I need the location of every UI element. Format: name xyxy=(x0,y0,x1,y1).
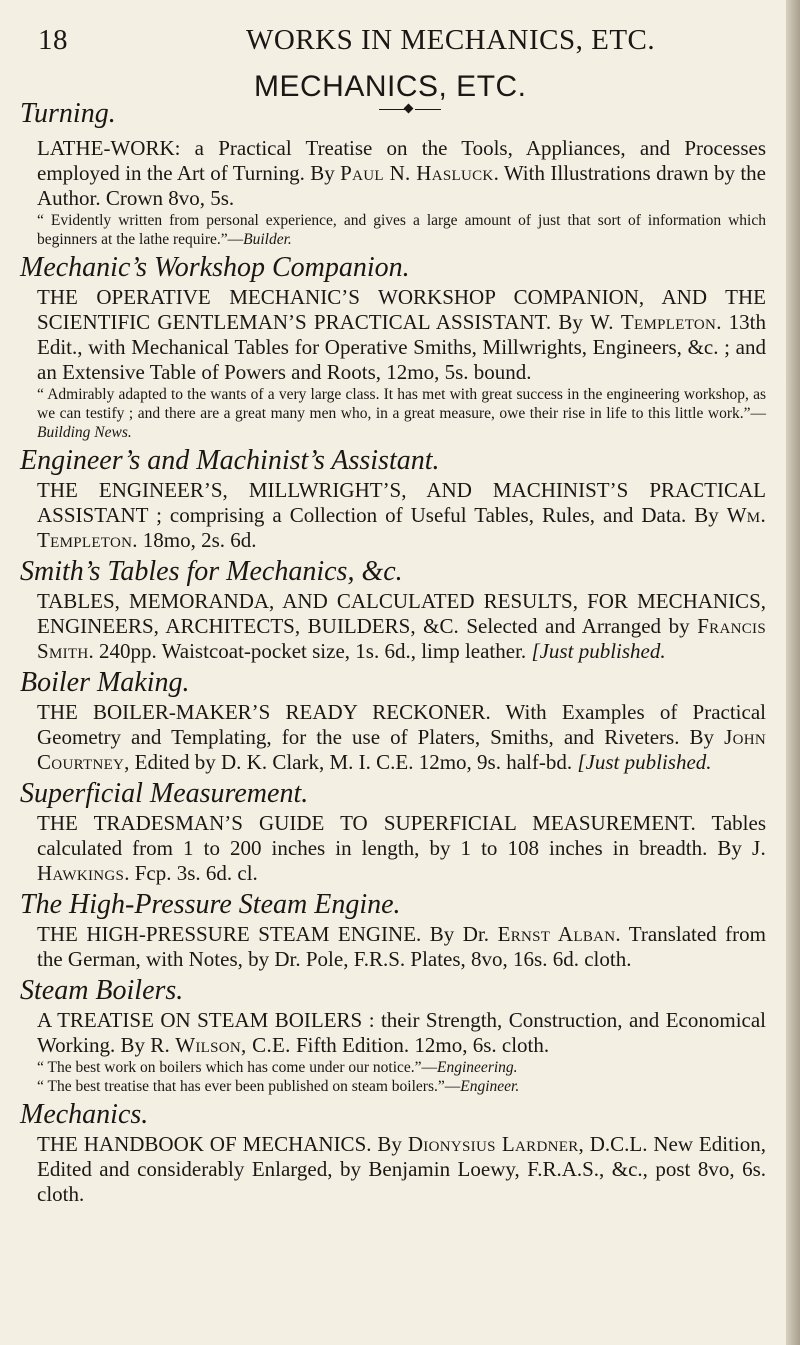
entry-title: A TREATISE ON STEAM BOILERS xyxy=(37,1008,363,1032)
entry-title: THE ENGINEER’S, MILLWRIGHT’S, AND MACHINIST’S PRACTICAL ASSISTANT xyxy=(37,478,766,527)
entry-topic: Mechanics. xyxy=(20,1099,149,1130)
entry-quote xyxy=(37,1077,766,1096)
quote-source: Engineering. xyxy=(437,1059,518,1076)
catalogue-entry-steam-boilers xyxy=(20,974,766,1096)
page-number: 18 xyxy=(38,24,68,56)
entry-topic: Mechanic’s Workshop Companion. xyxy=(20,252,410,283)
entry-author: Francis Smith xyxy=(37,614,766,663)
entry-title: TABLES, MEMORANDA, AND CALCULATED RESULTS, FOR MECHANICS, ENGINEERS, ARCHITECTS, BUILDERS, &C. xyxy=(37,589,766,638)
ornament-rule-right xyxy=(415,109,441,110)
entry-author: Dionysius Lardner xyxy=(407,1132,579,1156)
section-title: MECHANICS, ETC. xyxy=(254,70,527,103)
entry-author: John Courtney xyxy=(37,725,766,774)
catalogue-entry-lathe-work xyxy=(20,136,766,249)
entry-topic: Smith’s Tables for Mechanics, &c. xyxy=(20,556,403,587)
entry-description-part: Fifth Edition. 12mo, 6s. cloth. xyxy=(290,1033,550,1057)
entry-description xyxy=(37,922,766,972)
running-head xyxy=(20,0,766,66)
separator-ornament xyxy=(379,104,441,116)
entry-title: THE OPERATIVE MECHANIC’S WORKSHOP COMPANION, AND THE SCIENTIFIC GENTLEMAN’S PRACTICAL ASSISTANT. xyxy=(37,285,766,334)
entry-description-part: By xyxy=(371,1132,408,1156)
ornament-diamond-icon xyxy=(404,104,414,114)
entry-description xyxy=(37,136,766,211)
entry-description-part: , D.C.L. New Edition, Edited and considerably Enlarged, by Benjamin Loewy, F.R.A.S., &c., post 8vo, 6s. cloth. xyxy=(37,1132,766,1206)
entry-description xyxy=(37,1008,766,1058)
entry-description-part: . Fcp. 3s. 6d. cl. xyxy=(124,861,258,885)
entry-description-part: ; comprising a Collection of Useful Tables, Rules, and Data. By xyxy=(148,503,727,527)
running-title: WORKS IN MECHANICS, ETC. xyxy=(246,24,656,56)
entry-description xyxy=(37,700,766,775)
section-heading xyxy=(20,66,766,136)
entry-description-part: Selected and Arranged by xyxy=(458,614,698,638)
entry-description-part: By xyxy=(551,310,591,334)
entry-title: THE BOILER-MAKER’S READY RECKONER. xyxy=(37,700,491,724)
entry-description-part: . 13th Edit., with Mechanical Tables for Operative Smiths, Millwrights, Engineers, &c. ; and an Extensive Table of Powers and Roots, 12mo, 5s. bound. xyxy=(37,310,766,384)
entry-description-part: . 240pp. Waistcoat-pocket size, 1s. 6d., limp leather. xyxy=(88,639,527,663)
catalogue-entry-engineers-assistant xyxy=(20,444,766,553)
quote-source: Builder. xyxy=(243,231,292,248)
catalogue-entry-high-pressure-engine xyxy=(20,888,766,972)
quote-text: “ Evidently written from personal experience, and gives a large amount of just that sort of information which beginners at the lathe require.”— xyxy=(37,212,766,248)
entry-topic: Steam Boilers. xyxy=(20,975,184,1006)
entry-description-part: , Edited by D. K. Clark, M. I. C.E. 12mo, 9s. half-bd. xyxy=(124,750,573,774)
entry-author: R. Wilson, C.E. xyxy=(150,1033,291,1057)
entry-title: THE TRADESMAN’S GUIDE TO SUPERFICIAL MEASUREMENT. xyxy=(37,811,696,835)
entry-description-part: : a Practical Treatise on the Tools, Appliances, and Processes employed in the Art of Turning. By xyxy=(37,136,766,185)
entry-description xyxy=(37,285,766,385)
publication-note: [Just published. xyxy=(526,639,666,663)
entry-topic: Superficial Measurement. xyxy=(20,778,309,809)
entry-title: THE HIGH-PRESSURE STEAM ENGINE. xyxy=(37,922,422,946)
entry-title: LATHE-WORK xyxy=(37,136,175,160)
entry-description-part: . With Illustrations drawn by the Author. Crown 8vo, 5s. xyxy=(37,161,766,210)
entry-description xyxy=(37,1132,766,1207)
entry-description-part: Tables calculated from 1 to 200 inches in length, by 1 to 108 inches in breadth. By xyxy=(37,811,766,860)
entry-author: Ernst Alban xyxy=(497,922,616,946)
catalogue-entry-boiler-making xyxy=(20,666,766,775)
entry-description xyxy=(37,589,766,664)
entry-topic: Boiler Making. xyxy=(20,667,190,698)
catalogue-entry-workshop-companion xyxy=(20,251,766,442)
entry-description-part: : their Strength, Construction, and Economical Working. By xyxy=(37,1008,767,1057)
entry-topic: Engineer’s and Machinist’s Assistant. xyxy=(20,445,440,476)
entry-description-part: With Examples of Practical Geometry and Templating, for the use of Platers, Smiths, and Riveters. By xyxy=(37,700,766,749)
catalogue-entry-smiths-tables xyxy=(20,555,766,664)
quote-source: Engineer. xyxy=(460,1078,520,1095)
quote-source: Building News. xyxy=(37,424,132,441)
entry-author: Wm. Templeton xyxy=(37,503,766,552)
entry-description-part: By Dr. xyxy=(421,922,498,946)
entry-quote xyxy=(37,211,766,249)
quote-text: “ The best treatise that has ever been published on steam boilers.”— xyxy=(37,1078,461,1095)
entry-quote xyxy=(37,385,766,442)
entry-topic: The High-Pressure Steam Engine. xyxy=(20,889,401,920)
entry-description xyxy=(37,811,766,886)
entry-author: Paul N. Hasluck xyxy=(340,161,494,185)
entry-quote xyxy=(37,1058,766,1077)
entry-title: THE HANDBOOK OF MECHANICS. xyxy=(37,1132,372,1156)
catalogue-entry-superficial-measurement xyxy=(20,777,766,886)
first-topic-heading: Turning. xyxy=(20,98,116,129)
page-right-edge xyxy=(786,0,800,1345)
quote-text: “ The best work on boilers which has come under our notice.”— xyxy=(37,1059,438,1076)
entry-author: J. Hawkings xyxy=(37,836,766,885)
publication-note: [Just published. xyxy=(572,750,712,774)
ornament-rule-left xyxy=(379,109,405,110)
quote-text: “ Admirably adapted to the wants of a very large class. It has met with great success in the engineering workshop, as we can testify ; and there are a great many men who, in a great measure, owe their rise in life to this little work.”— xyxy=(37,386,766,422)
catalogue-entry-mechanics-handbook xyxy=(20,1098,766,1207)
entry-author: W. Templeton xyxy=(590,310,717,334)
entry-description-part: . Translated from the German, with Notes, by Dr. Pole, F.R.S. Plates, 8vo, 16s. 6d. cloth. xyxy=(37,922,767,971)
entry-description-part: . 18mo, 2s. 6d. xyxy=(132,528,257,552)
entry-description xyxy=(37,478,766,553)
